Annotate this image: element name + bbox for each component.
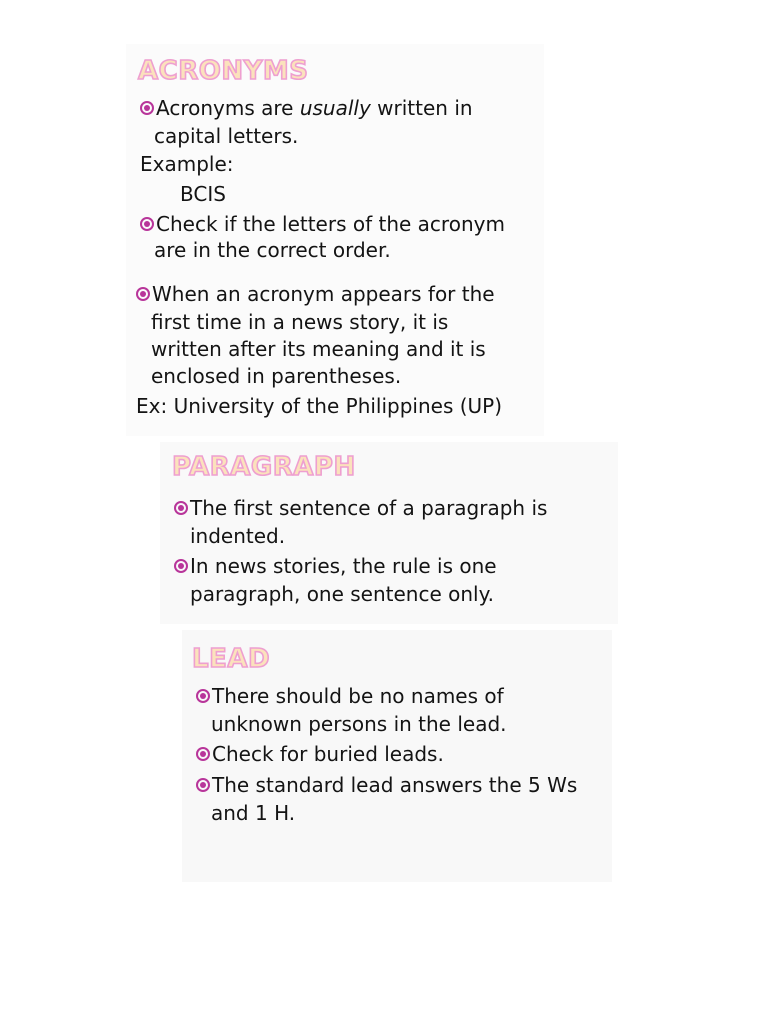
text-segment: When an acronym appears for the	[152, 282, 495, 306]
acronyms-bullet-2-line-1	[140, 214, 505, 234]
bullet-icon	[196, 747, 210, 761]
paragraph-title: PARAGRAPH	[172, 452, 356, 482]
text-segment: The standard lead answers the 5 Ws	[212, 773, 578, 797]
text-segment: Check if the letters of the acronym	[156, 212, 505, 236]
paragraph-slide	[160, 442, 618, 624]
bullet-icon	[140, 217, 154, 231]
acronyms-bullet-3-line-3: written after its meaning and it is	[151, 337, 486, 361]
lead-title: LEAD	[192, 644, 271, 674]
acronyms-bullet-3-line-4: enclosed in parentheses.	[151, 364, 402, 388]
acronyms-bullet-1-line-1	[140, 98, 473, 118]
text-segment: The first sentence of a paragraph is	[190, 496, 548, 520]
emphasis-text: usually	[299, 96, 371, 120]
bullet-icon	[174, 501, 188, 515]
text-segment: Check for buried leads.	[212, 742, 444, 766]
lead-bullet-3-line-1	[196, 775, 577, 795]
lead-slide	[182, 630, 612, 882]
lead-bullet-1-line-2: unknown persons in the lead.	[211, 712, 507, 736]
text-segment: There should be no names of	[212, 684, 504, 708]
bullet-icon	[136, 287, 150, 301]
paragraph-bullet-2-line-2: paragraph, one sentence only.	[190, 582, 494, 606]
example-label: Example:	[140, 152, 234, 176]
bullet-icon	[196, 778, 210, 792]
acronyms-example-line: Ex: University of the Philippines (UP)	[136, 394, 503, 418]
acronyms-bullet-1-line-2: capital letters.	[154, 124, 299, 148]
paragraph-bullet-1-line-1	[174, 498, 547, 518]
acronyms-bullet-3-line-2: first time in a news story, it is	[151, 310, 449, 334]
text-segment: In news stories, the rule is one	[190, 554, 497, 578]
bullet-icon	[140, 101, 154, 115]
acronyms-bullet-2-line-2: are in the correct order.	[154, 238, 391, 262]
acronyms-bullet-3-line-1	[136, 284, 495, 304]
text-segment: written in	[370, 96, 473, 120]
acronyms-title: ACRONYMS	[138, 56, 309, 86]
acronyms-slide	[126, 44, 544, 436]
paragraph-bullet-2-line-1	[174, 556, 497, 576]
lead-bullet-3-line-2: and 1 H.	[211, 801, 296, 825]
bullet-icon	[196, 689, 210, 703]
example-value: BCIS	[180, 182, 226, 206]
paragraph-bullet-1-line-2: indented.	[190, 524, 286, 548]
lead-bullet-1-line-1	[196, 686, 504, 706]
text-segment: Acronyms are	[156, 96, 300, 120]
bullet-icon	[174, 559, 188, 573]
lead-bullet-2-line-1	[196, 744, 444, 764]
